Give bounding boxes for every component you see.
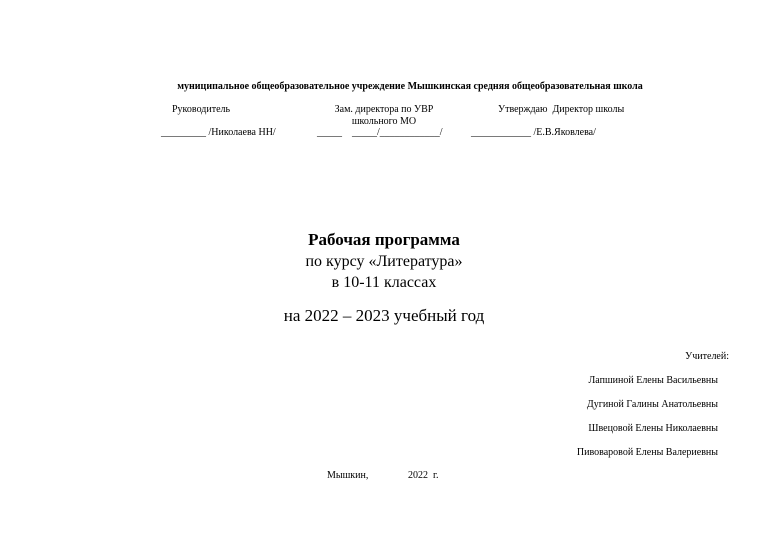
approval-head-title: Руководитель [172, 104, 231, 115]
document-title: Рабочая программа [308, 230, 460, 249]
teacher-name: Пивоваровой Елены Валериевны [576, 447, 718, 458]
teacher-name: Лапшиной Елены Васильевны [588, 375, 718, 386]
approval-deputy-title: Зам. директора по УВР [334, 104, 434, 115]
approval-deputy-subtitle: школьного МО [351, 116, 417, 127]
approval-director-title: Утверждаю Директор школы [498, 104, 625, 115]
teacher-name: Дугиной Галины Анатольевны [586, 399, 718, 410]
footer-city: Мышкин, [327, 470, 369, 481]
academic-year: на 2022 – 2023 учебный год [283, 306, 485, 325]
footer-year: 2022 г. [408, 470, 439, 481]
approval-head-signature: _________ /Николаева НН/ [161, 127, 276, 138]
school-name: муниципальное общеобразовательное учреждение Мышкинская средняя общеобразовательная школа [177, 81, 643, 92]
approval-deputy-signature: _____ _____/____________/ [317, 127, 443, 138]
approval-director-signature: ____________ /Е.В.Яковлева/ [471, 127, 596, 138]
teacher-name: Швецовой Елены Николаевны [588, 423, 718, 434]
grade-range: в 10-11 классах [331, 274, 437, 291]
teachers-label: Учителей: [685, 351, 729, 362]
course-name: по курсу «Литература» [305, 253, 463, 270]
